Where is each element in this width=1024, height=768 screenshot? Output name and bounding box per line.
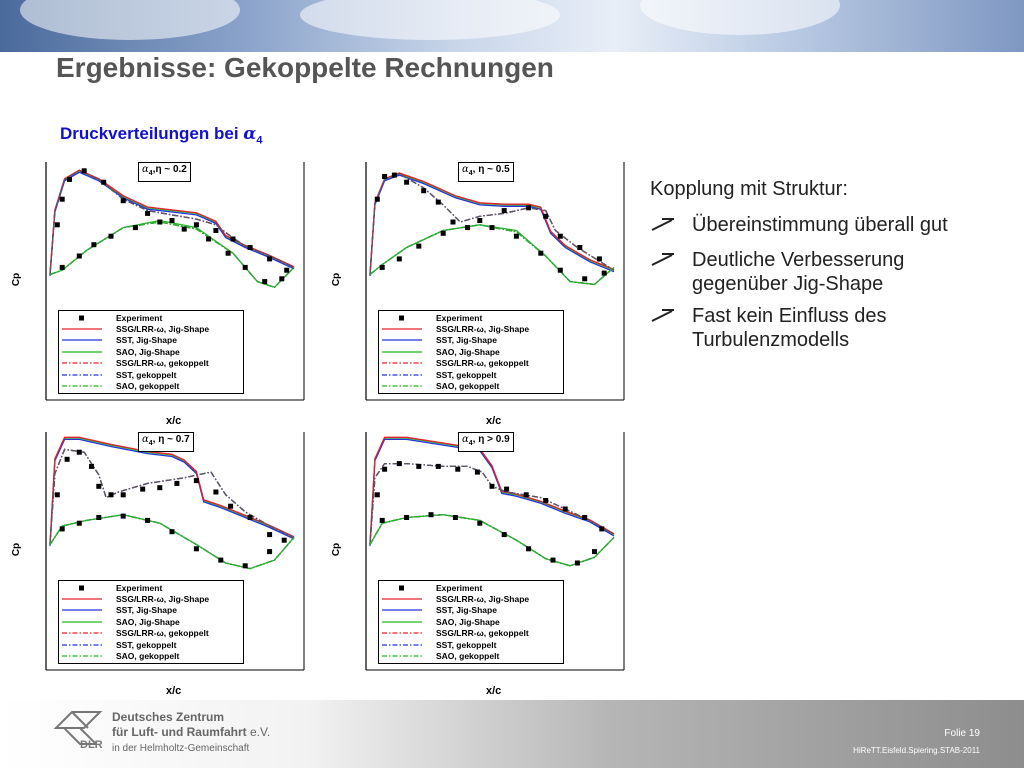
experiment-point — [109, 234, 114, 239]
summary-list — [650, 178, 990, 360]
sao-coupled-upper-line — [370, 464, 614, 545]
eta-condition-text: , η ~ 0.7 — [152, 434, 190, 445]
experiment-point — [416, 244, 421, 249]
experiment-point — [67, 177, 72, 182]
experiment-point — [267, 532, 272, 537]
sst-jig-upper-line — [370, 439, 614, 546]
legend-label: SST, Jig-Shape — [116, 335, 177, 346]
org-name-line2-main: für Luft- und Raumfahrt — [112, 725, 247, 739]
legend-swatch — [62, 336, 102, 344]
experiment-point — [157, 485, 162, 490]
legend-swatch-graphic — [382, 359, 422, 367]
legend-label: SSG/LRR-ω, Jig-Shape — [116, 324, 210, 335]
legend-label: SSG/LRR-ω, gekoppelt — [436, 358, 529, 369]
legend-swatch — [382, 641, 422, 649]
chart-panel-eta-0-7 — [11, 430, 334, 700]
legend-swatch-graphic — [62, 595, 102, 603]
panel-condition-label — [138, 162, 191, 182]
experiment-point — [380, 265, 385, 270]
experiment-point — [538, 251, 543, 256]
experiment-point — [284, 268, 289, 273]
legend-swatch — [382, 382, 422, 390]
experiment-point — [477, 521, 482, 526]
legend-entry — [62, 582, 240, 593]
experiment-point — [140, 487, 145, 492]
experiment-point — [543, 214, 548, 219]
legend-label: SSG/LRR-ω, Jig-Shape — [436, 594, 530, 605]
legend-entry — [62, 593, 240, 604]
experiment-point — [218, 558, 223, 563]
legend-swatch — [62, 641, 102, 649]
arrow-bullet-icon — [650, 248, 692, 296]
experiment-point — [109, 492, 114, 497]
legend-entry — [62, 346, 240, 357]
alpha-symbol: α — [462, 434, 469, 445]
legend-entry — [382, 593, 560, 604]
experiment-point — [375, 492, 380, 497]
legend-swatch-graphic — [382, 325, 422, 333]
arrow-bullet-icon — [650, 213, 692, 240]
experiment-point — [416, 464, 421, 469]
legend-swatch — [62, 359, 102, 367]
legend-entry — [382, 312, 560, 323]
experiment-point — [551, 558, 556, 563]
experiment-point — [582, 276, 587, 281]
legend-entry — [382, 650, 560, 661]
experiment-point — [436, 464, 441, 469]
summary-item-text: Deutliche Verbesserung gegenüber Jig-Shape — [692, 249, 905, 295]
experiment-point — [91, 242, 96, 247]
legend-label: SAO, Jig-Shape — [436, 346, 500, 357]
legend-swatch — [62, 371, 102, 379]
ssg-coupled-lower-line — [50, 222, 294, 287]
org-affiliation: in der Helmholtz-Gemeinschaft — [112, 743, 250, 754]
sst-coupled-lower-line — [50, 222, 294, 287]
legend-entry — [62, 358, 240, 369]
experiment-point — [96, 484, 101, 489]
legend-swatch-graphic — [382, 641, 422, 649]
experiment-point — [490, 225, 495, 230]
panel-condition-label — [458, 432, 514, 452]
experiment-point — [121, 514, 126, 519]
legend-entry — [62, 639, 240, 650]
legend-swatch-graphic — [62, 371, 102, 379]
experiment-point — [228, 504, 233, 509]
experiment-point — [455, 467, 460, 472]
experiment-point — [404, 180, 409, 185]
experiment-point — [453, 515, 458, 520]
x-axis-label: x/c — [486, 685, 502, 697]
legend-swatch — [382, 652, 422, 660]
experiment-point — [60, 526, 65, 531]
experiment-point — [145, 211, 150, 216]
experiment-point — [421, 188, 426, 193]
sao-jig-upper-line — [370, 438, 614, 545]
legend-label: SST, gekoppelt — [116, 369, 177, 380]
section-subtitle — [60, 124, 263, 146]
sao-coupled-lower-line — [370, 515, 614, 566]
experiment-point — [89, 464, 94, 469]
legend-marker — [79, 315, 84, 320]
experiment-point — [599, 526, 604, 531]
experiment-point — [267, 549, 272, 554]
experiment-point — [543, 498, 548, 503]
experiment-point — [524, 492, 529, 497]
experiment-point — [213, 228, 218, 233]
page-title: Ergebnisse: Gekoppelte Rechnungen — [56, 52, 554, 83]
org-name-line2-suffix: e.V. — [246, 725, 271, 739]
legend-entry — [382, 358, 560, 369]
experiment-point — [577, 245, 582, 250]
summary-item-text: Übereinstimmung überall gut — [692, 214, 948, 236]
experiment-point — [502, 532, 507, 537]
experiment-point — [248, 245, 253, 250]
legend-entry — [382, 639, 560, 650]
legend-swatch-graphic — [382, 629, 422, 637]
legend-label: SAO, gekoppelt — [436, 651, 500, 662]
ssg-coupled-upper-line — [370, 174, 614, 275]
experiment-point — [55, 222, 60, 227]
legend-swatch-graphic — [62, 336, 102, 344]
legend-label: SSG/LRR-ω, Jig-Shape — [436, 324, 530, 335]
y-axis-label: Cp — [331, 272, 343, 287]
eta-condition-text: , η ~ 0.5 — [472, 164, 510, 175]
ssg-jig-upper-line — [370, 437, 614, 544]
org-name-line2 — [112, 725, 270, 739]
legend-entry — [382, 335, 560, 346]
experiment-point — [526, 205, 531, 210]
legend-entry — [62, 312, 240, 323]
ssg-jig-upper-line — [50, 437, 294, 544]
legend-swatch — [382, 314, 422, 322]
experiment-point — [194, 546, 199, 551]
legend-label: SSG/LRR-ω, gekoppelt — [116, 628, 209, 639]
legend-swatch-graphic — [382, 606, 422, 614]
experiment-point — [397, 461, 402, 466]
experiment-point — [170, 529, 175, 534]
legend-marker — [399, 315, 404, 320]
alpha-symbol: α — [142, 434, 149, 445]
legend-swatch — [62, 595, 102, 603]
experiment-point — [170, 218, 175, 223]
legend-entry — [62, 616, 240, 627]
legend-marker — [399, 585, 404, 590]
experiment-point — [182, 227, 187, 232]
legend-swatch-graphic — [62, 652, 102, 660]
experiment-point — [451, 220, 456, 225]
legend-label: SST, Jig-Shape — [116, 605, 177, 616]
experiment-point — [592, 549, 597, 554]
legend-entry — [382, 628, 560, 639]
experiment-point — [279, 276, 284, 281]
legend-swatch — [382, 359, 422, 367]
sao-coupled-lower-line — [50, 222, 294, 287]
legend-swatch — [382, 595, 422, 603]
ssg-coupled-lower-line — [370, 515, 614, 566]
legend-swatch — [62, 325, 102, 333]
legend-swatch — [62, 652, 102, 660]
panel-condition-label — [458, 162, 514, 182]
legend-swatch-graphic — [62, 618, 102, 626]
experiment-point — [504, 487, 509, 492]
legend-swatch-graphic — [62, 359, 102, 367]
legend-swatch — [62, 629, 102, 637]
legend-swatch — [382, 371, 422, 379]
experiment-point — [526, 546, 531, 551]
sst-coupled-lower-line — [370, 515, 614, 566]
legend-swatch-graphic — [62, 629, 102, 637]
ssg-coupled-upper-line — [370, 464, 614, 545]
experiment-point — [145, 518, 150, 523]
experiment-point — [436, 200, 441, 205]
alpha-subscript: 4 — [468, 440, 473, 447]
legend-swatch-graphic — [62, 641, 102, 649]
experiment-point — [477, 218, 482, 223]
legend-entry — [62, 323, 240, 334]
experiment-point — [133, 225, 138, 230]
y-axis-label: Cp — [11, 272, 23, 287]
slide-number: Folie 19 — [944, 728, 980, 739]
legend-swatch-graphic — [382, 382, 422, 390]
legend-entry — [62, 605, 240, 616]
legend-swatch-graphic — [62, 348, 102, 356]
experiment-point — [96, 515, 101, 520]
experiment-point — [262, 279, 267, 284]
subtitle-text: Druckverteilungen bei — [60, 124, 244, 143]
experiment-point — [575, 561, 580, 566]
legend-swatch-graphic — [62, 314, 102, 322]
legend-swatch — [382, 325, 422, 333]
panel-condition-label — [138, 432, 194, 452]
experiment-point — [380, 518, 385, 523]
legend-swatch — [62, 382, 102, 390]
experiment-point — [157, 220, 162, 225]
legend-entry — [62, 335, 240, 346]
legend-swatch-graphic — [382, 314, 422, 322]
chart-legend — [58, 580, 244, 664]
ssg-jig-upper-line — [370, 173, 614, 274]
legend-entry — [382, 616, 560, 627]
legend-label: SAO, gekoppelt — [116, 381, 180, 392]
legend-label: SAO, Jig-Shape — [116, 616, 180, 627]
experiment-point — [602, 271, 607, 276]
sst-jig-upper-line — [50, 172, 294, 276]
summary-heading: Kopplung mit Struktur: — [650, 178, 848, 200]
experiment-point — [558, 268, 563, 273]
experiment-point — [226, 251, 231, 256]
legend-swatch-graphic — [382, 584, 422, 592]
alpha-subscript: 4 — [468, 170, 473, 177]
sst-coupled-upper-line — [370, 464, 614, 545]
legend-label: SSG/LRR-ω, gekoppelt — [436, 628, 529, 639]
experiment-point — [267, 256, 272, 261]
experiment-point — [82, 168, 87, 173]
legend-swatch — [382, 336, 422, 344]
legend-swatch — [62, 606, 102, 614]
experiment-point — [404, 515, 409, 520]
experiment-point — [502, 208, 507, 213]
legend-entry — [382, 605, 560, 616]
chart-legend — [378, 310, 564, 394]
legend-swatch — [62, 314, 102, 322]
experiment-point — [392, 173, 397, 178]
experiment-point — [441, 231, 446, 236]
legend-swatch-graphic — [62, 382, 102, 390]
y-axis-label: Cp — [331, 542, 343, 557]
experiment-point — [597, 256, 602, 261]
summary-item — [650, 304, 990, 352]
experiment-point — [582, 515, 587, 520]
experiment-point — [248, 515, 253, 520]
experiment-point — [206, 237, 211, 242]
legend-marker — [79, 585, 84, 590]
legend-entry — [62, 650, 240, 661]
x-axis-label: x/c — [166, 685, 182, 697]
dlr-logo — [50, 706, 110, 755]
experiment-point — [174, 481, 179, 486]
legend-swatch-graphic — [62, 584, 102, 592]
experiment-point — [429, 512, 434, 517]
experiment-point — [65, 457, 70, 462]
legend-entry — [62, 380, 240, 391]
experiment-point — [77, 521, 82, 526]
legend-swatch — [382, 348, 422, 356]
experiment-point — [77, 254, 82, 259]
alpha-symbol: α — [462, 164, 469, 175]
experiment-point — [382, 174, 387, 179]
alpha-symbol: α — [142, 164, 149, 175]
chart-panel-eta-0-9 — [331, 430, 654, 700]
legend-label: SST, gekoppelt — [436, 639, 497, 650]
x-axis-label: x/c — [166, 415, 182, 427]
chart-panel-eta-0-2 — [11, 160, 334, 430]
experiment-point — [514, 234, 519, 239]
summary-item-text: Fast kein Einfluss des Turbulenzmodells — [692, 305, 887, 351]
legend-label: Experiment — [436, 582, 483, 593]
legend-swatch-graphic — [62, 606, 102, 614]
legend-label: Experiment — [436, 312, 483, 323]
experiment-point — [382, 467, 387, 472]
subtitle-subscript: 4 — [256, 134, 263, 147]
arrow-bullet-icon — [650, 304, 692, 352]
sst-coupled-upper-line — [370, 174, 614, 275]
legend-label: Experiment — [116, 312, 163, 323]
experiment-point — [475, 470, 480, 475]
legend-swatch-graphic — [382, 595, 422, 603]
experiment-point — [375, 197, 380, 202]
legend-label: SST, Jig-Shape — [436, 605, 497, 616]
slide-reference: HiReTT.Eisfeld.Spiering.STAB-2011 — [853, 746, 980, 755]
sao-coupled-upper-line — [370, 174, 614, 275]
legend-swatch-graphic — [382, 371, 422, 379]
legend-swatch — [382, 629, 422, 637]
legend-entry — [382, 369, 560, 380]
legend-swatch — [382, 584, 422, 592]
x-axis-label: x/c — [486, 415, 502, 427]
experiment-point — [194, 222, 199, 227]
experiment-point — [231, 237, 236, 242]
experiment-point — [243, 265, 248, 270]
logo-text: DLR — [80, 739, 103, 750]
legend-swatch-graphic — [382, 348, 422, 356]
legend-swatch — [382, 606, 422, 614]
legend-entry — [62, 369, 240, 380]
legend-label: SST, gekoppelt — [436, 369, 497, 380]
legend-entry — [382, 380, 560, 391]
experiment-point — [563, 507, 568, 512]
legend-label: SSG/LRR-ω, Jig-Shape — [116, 594, 210, 605]
experiment-point — [60, 197, 65, 202]
y-axis-label: Cp — [11, 542, 23, 557]
legend-swatch — [62, 348, 102, 356]
legend-label: SAO, Jig-Shape — [436, 616, 500, 627]
org-name-line1: Deutsches Zentrum — [112, 710, 225, 724]
legend-swatch-graphic — [62, 325, 102, 333]
chart-legend — [378, 580, 564, 664]
legend-swatch — [62, 618, 102, 626]
sao-jig-upper-line — [370, 174, 614, 275]
legend-entry — [382, 582, 560, 593]
legend-label: SAO, gekoppelt — [116, 651, 180, 662]
experiment-point — [55, 492, 60, 497]
experiment-point — [397, 256, 402, 261]
eta-condition-text: ,η ~ 0.2 — [152, 164, 187, 175]
legend-label: SST, gekoppelt — [116, 639, 177, 650]
experiment-point — [465, 225, 470, 230]
legend-label: Experiment — [116, 582, 163, 593]
experiment-point — [121, 492, 126, 497]
experiment-point — [77, 450, 82, 455]
legend-label: SAO, gekoppelt — [436, 381, 500, 392]
sao-jig-lower-line — [50, 221, 294, 288]
legend-swatch-graphic — [382, 652, 422, 660]
chart-panel-eta-0-5 — [331, 160, 654, 430]
summary-item — [650, 213, 990, 240]
legend-swatch-graphic — [382, 618, 422, 626]
legend-entry — [62, 628, 240, 639]
eta-condition-text: , η > 0.9 — [472, 434, 510, 445]
legend-label: SST, Jig-Shape — [436, 335, 497, 346]
experiment-point — [558, 234, 563, 239]
alpha-symbol: α — [243, 124, 257, 144]
legend-entry — [382, 323, 560, 334]
summary-item — [650, 248, 990, 296]
experiment-point — [60, 265, 65, 270]
alpha-subscript: 4 — [148, 170, 153, 177]
experiment-point — [243, 563, 248, 568]
legend-label: SSG/LRR-ω, gekoppelt — [116, 358, 209, 369]
legend-swatch — [62, 584, 102, 592]
experiment-point — [490, 484, 495, 489]
legend-entry — [382, 346, 560, 357]
chart-legend — [58, 310, 244, 394]
experiment-point — [121, 198, 126, 203]
legend-swatch — [382, 618, 422, 626]
header-banner-image — [0, 0, 1024, 52]
legend-swatch-graphic — [382, 336, 422, 344]
legend-label: SAO, Jig-Shape — [116, 346, 180, 357]
experiment-point — [194, 478, 199, 483]
alpha-subscript: 4 — [148, 440, 153, 447]
experiment-point — [282, 538, 287, 543]
sao-jig-lower-line — [370, 515, 614, 566]
experiment-point — [101, 180, 106, 185]
experiment-point — [213, 490, 218, 495]
